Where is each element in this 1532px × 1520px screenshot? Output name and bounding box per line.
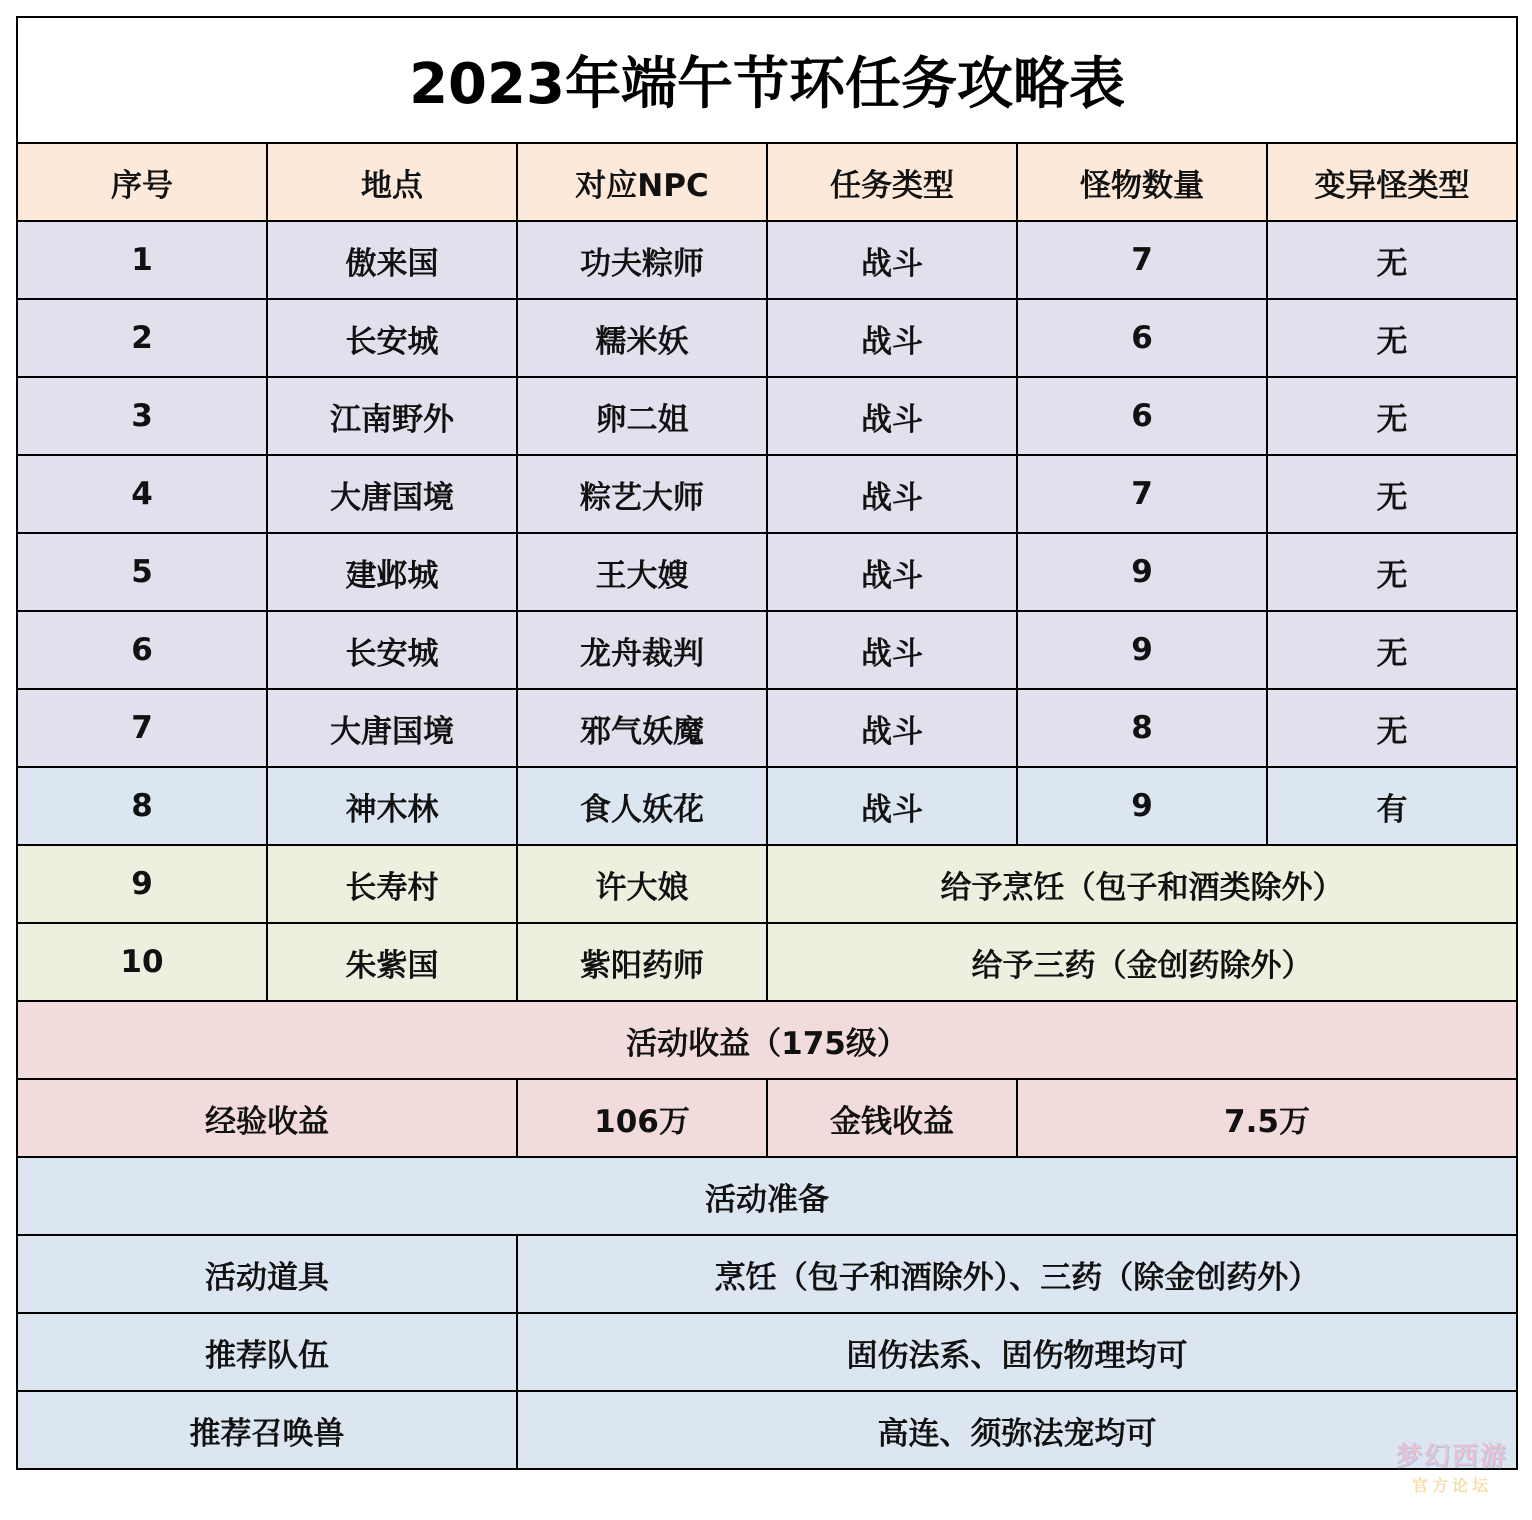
watermark-sub-text: 官方论坛 — [1411, 1476, 1492, 1495]
exp-value: 106万 — [517, 1079, 767, 1157]
cell-npc: 龙舟裁判 — [517, 611, 767, 689]
cell-mutant-type: 无 — [1267, 533, 1517, 611]
cell-monster-count: 7 — [1017, 455, 1267, 533]
prep-row — [17, 1391, 1517, 1469]
prep-value-items: 烹饪（包子和酒除外）、三药（除金创药外） — [517, 1235, 1517, 1313]
cell-monster-count: 8 — [1017, 689, 1267, 767]
cell-mutant-type: 无 — [1267, 455, 1517, 533]
column-header-npc: 对应NPC — [517, 143, 767, 221]
cell-location: 神木林 — [267, 767, 517, 845]
cell-location: 傲来国 — [267, 221, 517, 299]
table-row — [17, 455, 1517, 533]
cell-mutant-type: 无 — [1267, 689, 1517, 767]
cell-monster-count: 9 — [1017, 611, 1267, 689]
table-row — [17, 845, 1517, 923]
cell-location: 建邺城 — [267, 533, 517, 611]
column-header-no: 序号 — [17, 143, 267, 221]
money-value: 7.5万 — [1017, 1079, 1517, 1157]
table-row — [17, 299, 1517, 377]
cell-mutant-type: 无 — [1267, 377, 1517, 455]
table-row — [17, 689, 1517, 767]
cell-no: 10 — [17, 923, 267, 1001]
cell-task-type: 战斗 — [767, 533, 1017, 611]
cell-location: 江南野外 — [267, 377, 517, 455]
prep-label-pet: 推荐召唤兽 — [17, 1391, 517, 1469]
table-title: 2023年端午节环任务攻略表 — [17, 17, 1517, 143]
cell-no: 3 — [17, 377, 267, 455]
cell-no: 6 — [17, 611, 267, 689]
column-header-task-type: 任务类型 — [767, 143, 1017, 221]
table-row — [17, 377, 1517, 455]
cell-no: 2 — [17, 299, 267, 377]
table-row — [17, 533, 1517, 611]
cell-npc: 食人妖花 — [517, 767, 767, 845]
column-header-monster-count: 怪物数量 — [1017, 143, 1267, 221]
cell-task-type: 战斗 — [767, 455, 1017, 533]
cell-npc: 糯米妖 — [517, 299, 767, 377]
table-row — [17, 221, 1517, 299]
cell-give-task: 给予烹饪（包子和酒类除外） — [767, 845, 1517, 923]
cell-mutant-type: 无 — [1267, 221, 1517, 299]
cell-npc: 邪气妖魔 — [517, 689, 767, 767]
cell-location: 大唐国境 — [267, 455, 517, 533]
strategy-table — [16, 16, 1518, 1470]
cell-npc: 粽艺大师 — [517, 455, 767, 533]
prep-row — [17, 1313, 1517, 1391]
cell-mutant-type: 无 — [1267, 611, 1517, 689]
reward-heading: 活动收益（175级） — [17, 1001, 1517, 1079]
prep-label-team: 推荐队伍 — [17, 1313, 517, 1391]
table-row — [17, 923, 1517, 1001]
cell-npc: 卵二姐 — [517, 377, 767, 455]
header-row — [17, 143, 1517, 221]
reward-heading-row — [17, 1001, 1517, 1079]
prep-heading-row — [17, 1157, 1517, 1235]
table-row — [17, 767, 1517, 845]
cell-location: 朱紫国 — [267, 923, 517, 1001]
cell-npc: 紫阳药师 — [517, 923, 767, 1001]
cell-location: 长安城 — [267, 299, 517, 377]
column-header-mutant-type: 变异怪类型 — [1267, 143, 1517, 221]
cell-npc: 许大娘 — [517, 845, 767, 923]
cell-monster-count: 9 — [1017, 767, 1267, 845]
cell-monster-count: 6 — [1017, 377, 1267, 455]
cell-task-type: 战斗 — [767, 221, 1017, 299]
cell-no: 5 — [17, 533, 267, 611]
cell-npc: 功夫粽师 — [517, 221, 767, 299]
reward-row — [17, 1079, 1517, 1157]
prep-value-team: 固伤法系、固伤物理均可 — [517, 1313, 1517, 1391]
watermark-main-text: 梦幻西游 — [1395, 1442, 1508, 1472]
cell-npc: 王大嫂 — [517, 533, 767, 611]
cell-no: 8 — [17, 767, 267, 845]
cell-give-task: 给予三药（金创药除外） — [767, 923, 1517, 1001]
exp-label: 经验收益 — [17, 1079, 517, 1157]
title-row — [17, 17, 1517, 143]
cell-no: 4 — [17, 455, 267, 533]
prep-row — [17, 1235, 1517, 1313]
prep-heading: 活动准备 — [17, 1157, 1517, 1235]
cell-monster-count: 9 — [1017, 533, 1267, 611]
cell-task-type: 战斗 — [767, 767, 1017, 845]
cell-location: 长寿村 — [267, 845, 517, 923]
prep-label-items: 活动道具 — [17, 1235, 517, 1313]
table-row — [17, 611, 1517, 689]
cell-task-type: 战斗 — [767, 299, 1017, 377]
cell-monster-count: 7 — [1017, 221, 1267, 299]
forum-watermark-logo — [1382, 1436, 1522, 1506]
cell-mutant-type: 有 — [1267, 767, 1517, 845]
cell-task-type: 战斗 — [767, 611, 1017, 689]
prep-value-pet: 高连、须弥法宠均可 — [517, 1391, 1517, 1469]
cell-no: 1 — [17, 221, 267, 299]
column-header-location: 地点 — [267, 143, 517, 221]
cell-no: 9 — [17, 845, 267, 923]
cell-location: 大唐国境 — [267, 689, 517, 767]
cell-no: 7 — [17, 689, 267, 767]
cell-task-type: 战斗 — [767, 377, 1017, 455]
cell-location: 长安城 — [267, 611, 517, 689]
cell-task-type: 战斗 — [767, 689, 1017, 767]
cell-monster-count: 6 — [1017, 299, 1267, 377]
money-label: 金钱收益 — [767, 1079, 1017, 1157]
cell-mutant-type: 无 — [1267, 299, 1517, 377]
